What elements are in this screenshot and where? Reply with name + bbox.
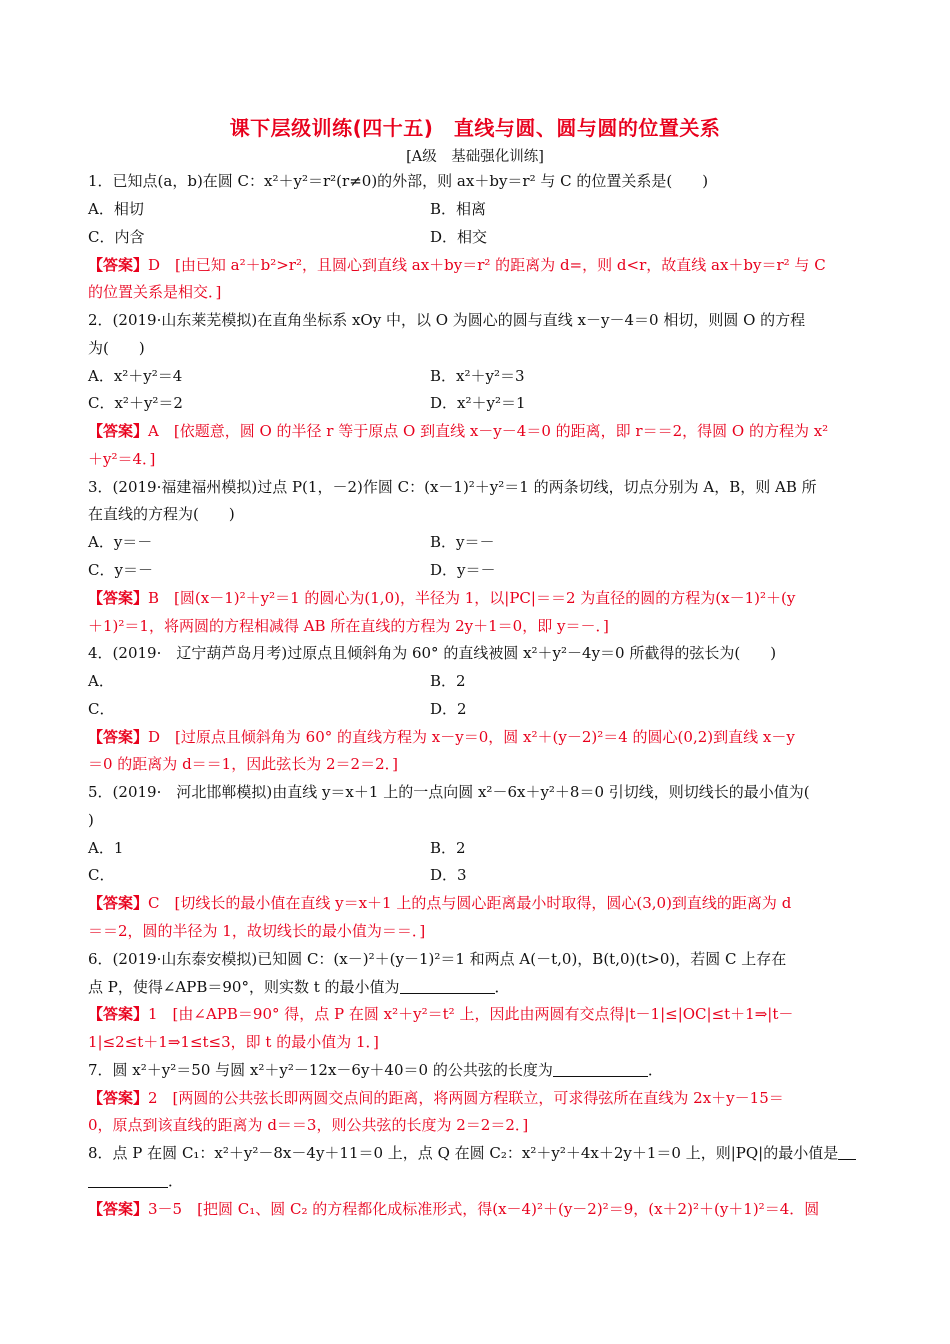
q7-stem-text: 7．圆 x²＋y²＝50 与圆 x²＋y²－12x－6y＋40＝0 的公共弦的长度为 — [88, 1061, 553, 1079]
q8-answer-blank-end — [88, 1173, 168, 1188]
q2-stem-line-1: 2．(2019·山东莱芜模拟)在直角坐标系 xOy 中，以 O 为圆心的圆与直线 x－y－4＝0 相切，则圆 O 的方程 — [88, 311, 806, 329]
q2-option-d: D．x²＋y²＝1 — [430, 394, 526, 412]
q3-option-a: A．y＝－ — [88, 533, 153, 551]
q7-stem-end: ． — [647, 1061, 663, 1079]
q4-answer-text: D [过原点且倾斜角为 60° 的直线方程为 x－y＝0，圆 x²＋(y－2)²＝4 的圆心(0,2)到直线 x－y — [148, 728, 795, 746]
q2-answer-line-2: ＋y²＝4．] — [88, 450, 156, 468]
q1-option-b: B．相离 — [430, 200, 487, 218]
q4-option-c: C． — [88, 700, 115, 718]
q5-answer-text: C [切线长的最小值在直线 y＝x＋1 上的点与圆心距离最小时取得，圆心(3,0)到直线的距离为 d — [148, 894, 792, 912]
q3-option-b: B．y＝－ — [430, 533, 495, 551]
q5-option-b: B．2 — [430, 839, 466, 857]
answer-tag: 【答案】 — [88, 894, 149, 912]
q2-answer-text: A [依题意，圆 O 的半径 r 等于原点 O 到直线 x－y－4＝0 的距离，即 r＝＝2，得圆 O 的方程为 x² — [148, 422, 829, 440]
q2-option-a: A．x²＋y²＝4 — [88, 367, 183, 385]
q6-stem-text: 点 P，使得∠APB＝90°，则实数 t 的最小值为 — [88, 978, 400, 996]
q5-option-c: C． — [88, 866, 115, 884]
q4-answer-line-1 — [88, 727, 795, 747]
q8-answer-line-1 — [88, 1199, 819, 1219]
q8-stem-text: 8．点 P 在圆 C₁：x²＋y²－8x－4y＋11＝0 上，点 Q 在圆 C₂：x²＋y²＋4x＋2y＋1＝0 上，则|PQ|的最小值是 — [88, 1144, 839, 1162]
answer-tag: 【答案】 — [88, 1005, 149, 1023]
q8-answer-text: 3－5 [把圆 C₁、圆 C₂ 的方程都化成标准形式，得(x－4)²＋(y－2)²＝9，(x＋2)²＋(y＋1)²＝4．圆 — [148, 1200, 820, 1218]
q6-stem-end: ． — [494, 978, 510, 996]
q8-stem-line-1 — [88, 1143, 856, 1163]
section-subtitle: [A级 基础强化训练] — [406, 149, 544, 165]
q6-stem-line-2 — [88, 977, 510, 997]
q7-answer-text: 2 [两圆的公共弦长即两圆交点间的距离，将两圆方程联立，可求得弦所在直线为 2x＋y－15＝ — [148, 1089, 784, 1107]
q4-option-a: A． — [88, 672, 114, 690]
q6-answer-text: 1 [由∠APB＝90° 得，点 P 在圆 x²＋y²＝t² 上，因此由两圆有交点得|t－1|≤|OC|≤t＋1⇒|t－ — [148, 1005, 794, 1023]
answer-tag: 【答案】 — [88, 1089, 149, 1107]
q4-option-b: B．2 — [430, 672, 466, 690]
q2-answer-line-1 — [88, 421, 828, 441]
q2-stem-line-2: 为( ) — [88, 339, 145, 357]
q1-option-a: A．相切 — [88, 200, 144, 218]
q4-stem: 4．(2019· 辽宁葫芦岛月考)过原点且倾斜角为 60° 的直线被圆 x²＋y²－4y＝0 所截得的弦长为( ) — [88, 644, 777, 662]
page-title: 课下层级训练(四十五) 直线与圆、圆与圆的位置关系 — [229, 116, 721, 140]
q7-answer-blank — [553, 1062, 648, 1077]
q1-answer-line-1 — [88, 255, 826, 275]
q3-stem-line-1: 3．(2019·福建福州模拟)过点 P(1，－2)作圆 C：(x－1)²＋y²＝1 的两条切线，切点分别为 A，B，则 AB 所 — [88, 478, 817, 496]
q5-stem-line-1: 5．(2019· 河北邯郸模拟)由直线 y＝x＋1 上的一点向圆 x²－6x＋y²＋8＝0 引切线，则切线长的最小值为( — [88, 783, 810, 801]
q1-answer-line-2: 的位置关系是相交．] — [88, 283, 222, 301]
q8-stem-line-2 — [88, 1171, 183, 1191]
q7-answer-line-1 — [88, 1088, 784, 1108]
q2-option-b: B．x²＋y²＝3 — [430, 367, 525, 385]
q6-answer-line-2: 1|≤2≤t＋1⇒1≤t≤3，即 t 的最小值为 1．] — [88, 1033, 379, 1051]
q1-option-d: D．相交 — [430, 228, 488, 246]
q3-option-d: D．y＝－ — [430, 561, 496, 579]
q6-answer-blank — [400, 979, 495, 994]
q1-stem: 1．已知点(a，b)在圆 C：x²＋y²＝r²(r≠0)的外部，则 ax＋by＝r² 与 C 的位置关系是( ) — [88, 172, 709, 190]
q2-option-c: C．x²＋y²＝2 — [88, 394, 183, 412]
q5-answer-line-1 — [88, 893, 791, 913]
q7-answer-line-2: 0，原点到该直线的距离为 d＝＝3，则公共弦的长度为 2＝2＝2．] — [88, 1116, 529, 1134]
q4-option-d: D．2 — [430, 700, 467, 718]
q6-answer-line-1 — [88, 1004, 793, 1024]
q1-option-c: C．内含 — [88, 228, 145, 246]
answer-tag: 【答案】 — [88, 728, 149, 746]
q4-answer-line-2: ＝0 的距离为 d＝＝1，因此弦长为 2＝2＝2．] — [88, 755, 398, 773]
q1-answer-text: D [由已知 a²＋b²>r²，且圆心到直线 ax＋by＝r² 的距离为 d=，则 d<r，故直线 ax＋by＝r² 与 C — [148, 256, 826, 274]
q5-option-d: D．3 — [430, 866, 467, 884]
q6-stem-line-1: 6．(2019·山东泰安模拟)已知圆 C：(x－)²＋(y－1)²＝1 和两点 A(－t,0)，B(t,0)(t>0)，若圆 C 上存在 — [88, 950, 787, 968]
q3-answer-line-1 — [88, 588, 795, 608]
q8-stem-end: ． — [168, 1172, 184, 1190]
q3-option-c: C．y＝－ — [88, 561, 153, 579]
answer-tag: 【答案】 — [88, 422, 149, 440]
q8-answer-blank-start — [838, 1145, 856, 1160]
q3-stem-line-2: 在直线的方程为( ) — [88, 505, 235, 523]
q3-answer-line-2: ＋1)²＝1，将两圆的方程相减得 AB 所在直线的方程为 2y＋1＝0，即 y＝－．] — [88, 617, 609, 635]
answer-tag: 【答案】 — [88, 1200, 149, 1218]
answer-tag: 【答案】 — [88, 589, 149, 607]
q5-answer-line-2: ＝＝2，圆的半径为 1，故切线长的最小值为＝＝．] — [88, 922, 426, 940]
q7-stem — [88, 1060, 663, 1080]
q3-answer-text: B [圆(x－1)²＋y²＝1 的圆心为(1,0)，半径为 1，以|PC|＝＝2 为直径的圆的方程为(x－1)²＋(y — [148, 589, 796, 607]
q5-stem-line-2: ) — [88, 811, 94, 829]
answer-tag: 【答案】 — [88, 256, 149, 274]
q5-option-a: A．1 — [88, 839, 124, 857]
